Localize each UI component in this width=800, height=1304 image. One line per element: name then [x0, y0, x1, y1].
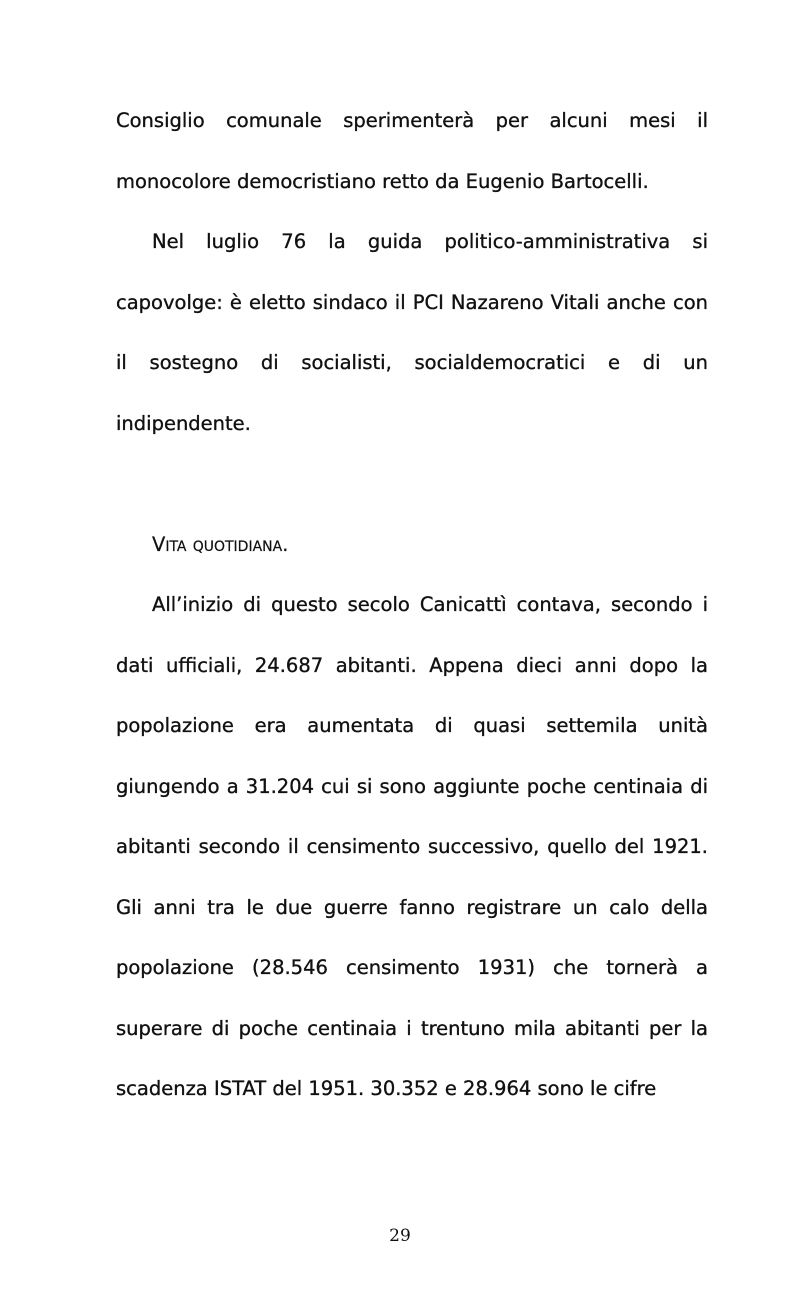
section-heading: Vita quotidiana.	[152, 532, 289, 556]
page-number: 29	[389, 1226, 411, 1246]
paragraph-continuation: Consiglio comunale sperimenterà per alcuni mesi il monocolore democristiano retto da Eugenio Bartocelli.	[116, 109, 708, 193]
paragraph-luglio-76: Nel luglio 76 la guida politico-amministrativa si capovolge: è eletto sindaco il PCI Nazareno Vitali anche con il sostegno di socialisti, socialdemocratici e di un indipendente.	[116, 230, 708, 435]
body-text	[116, 91, 708, 1120]
paragraph-vita-quotidiana: All’inizio di questo secolo Canicattì contava, secondo i dati ufficiali, 24.687 abitanti. Appena dieci anni dopo la popolazione era aumentata di quasi settemila unità giungendo a 31.204 cui si sono aggiunte poche centinaia di abitanti secondo il censimento successivo, quello del 1921. Gli anni tra le due guerre fanno registrare un calo della popolazione (28.546 censimento 1931) che tornerà a superare di poche centinaia i trentuno mila abitanti per la scadenza ISTAT del 1951. 30.352 e 28.964 sono le cifre	[116, 593, 708, 1100]
